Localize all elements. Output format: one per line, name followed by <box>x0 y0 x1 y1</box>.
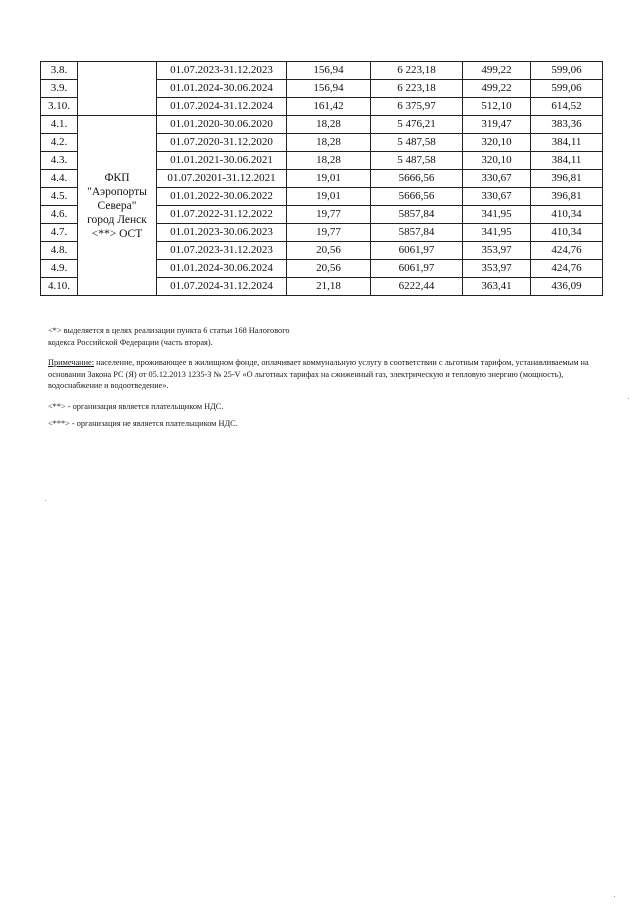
org-cell-empty <box>78 62 157 116</box>
scan-speck <box>614 896 615 897</box>
value-cell-2: 5 487,58 <box>371 134 463 152</box>
period-cell: 01.07.2023-31.12.2023 <box>157 62 287 80</box>
org-name-line: город Ленск <box>87 213 147 226</box>
value-cell-4: 436,09 <box>531 278 603 296</box>
row-number-cell: 4.8. <box>41 242 78 260</box>
org-name-line: <**> ОСТ <box>91 227 143 240</box>
row-number-cell: 4.6. <box>41 206 78 224</box>
row-number-cell: 4.5. <box>41 188 78 206</box>
value-cell-3: 353,97 <box>463 260 531 278</box>
value-cell-2: 5666,56 <box>371 170 463 188</box>
period-cell: 01.07.2023-31.12.2023 <box>157 242 287 260</box>
row-number-cell: 3.9. <box>41 80 78 98</box>
value-cell-1: 20,56 <box>287 242 371 260</box>
row-number-cell: 4.7. <box>41 224 78 242</box>
value-cell-4: 384,11 <box>531 134 603 152</box>
row-number-cell: 4.9. <box>41 260 78 278</box>
value-cell-1: 19,77 <box>287 224 371 242</box>
table-row <box>41 62 603 80</box>
period-cell: 01.01.2022-30.06.2022 <box>157 188 287 206</box>
period-cell: 01.01.2024-30.06.2024 <box>157 80 287 98</box>
value-cell-1: 18,28 <box>287 134 371 152</box>
value-cell-4: 410,34 <box>531 206 603 224</box>
value-cell-3: 363,41 <box>463 278 531 296</box>
value-cell-1: 20,56 <box>287 260 371 278</box>
period-cell: 01.01.2021-30.06.2021 <box>157 152 287 170</box>
period-cell: 01.07.2024-31.12.2024 <box>157 98 287 116</box>
value-cell-3: 499,22 <box>463 62 531 80</box>
value-cell-2: 5857,84 <box>371 224 463 242</box>
value-cell-2: 6 223,18 <box>371 62 463 80</box>
value-cell-1: 18,28 <box>287 116 371 134</box>
value-cell-4: 410,34 <box>531 224 603 242</box>
value-cell-4: 383,36 <box>531 116 603 134</box>
value-cell-3: 341,95 <box>463 206 531 224</box>
value-cell-2: 6 375,97 <box>371 98 463 116</box>
row-number-cell: 4.2. <box>41 134 78 152</box>
row-number-cell: 4.3. <box>41 152 78 170</box>
value-cell-1: 21,18 <box>287 278 371 296</box>
row-number-cell: 4.10. <box>41 278 78 296</box>
period-cell: 01.07.20201-31.12.2021 <box>157 170 287 188</box>
value-cell-4: 599,06 <box>531 62 603 80</box>
tariff-table-body <box>41 62 603 296</box>
value-cell-2: 5 487,58 <box>371 152 463 170</box>
footnote-vat-allocation-line2: кодекса Российской Федерации (часть вторая). <box>48 337 213 347</box>
value-cell-4: 599,06 <box>531 80 603 98</box>
table-row <box>41 116 603 134</box>
org-name-line: "Аэропорты <box>87 185 147 198</box>
value-cell-2: 5666,56 <box>371 188 463 206</box>
period-cell: 01.01.2020-30.06.2020 <box>157 116 287 134</box>
period-cell: 01.01.2024-30.06.2024 <box>157 260 287 278</box>
value-cell-2: 5 476,21 <box>371 116 463 134</box>
row-number-cell: 3.10. <box>41 98 78 116</box>
value-cell-3: 499,22 <box>463 80 531 98</box>
value-cell-3: 320,10 <box>463 134 531 152</box>
value-cell-2: 6222,44 <box>371 278 463 296</box>
footnote-vat-allocation-line1: <*> выделяется в целях реализации пункта 6 статьи 168 Налогового <box>48 326 290 335</box>
value-cell-3: 341,95 <box>463 224 531 242</box>
footnote-vat-payer: <**> - организация является плательщиком НДС. <box>48 401 224 411</box>
value-cell-1: 19,01 <box>287 188 371 206</box>
value-cell-3: 512,10 <box>463 98 531 116</box>
value-cell-3: 330,67 <box>463 188 531 206</box>
value-cell-1: 19,77 <box>287 206 371 224</box>
value-cell-2: 6061,97 <box>371 242 463 260</box>
value-cell-3: 319,47 <box>463 116 531 134</box>
footnote-vat-allocation <box>48 325 618 337</box>
notes-section <box>48 325 618 430</box>
scan-speck <box>45 500 46 501</box>
value-cell-4: 384,11 <box>531 152 603 170</box>
footnote-vat-allocation-cont <box>48 337 618 349</box>
value-cell-3: 353,97 <box>463 242 531 260</box>
value-cell-3: 330,67 <box>463 170 531 188</box>
footnote-not-vat-payer: <***> - организация не является плательщиком НДС. <box>48 419 238 428</box>
remark-heading: Примечание: <box>48 358 95 367</box>
value-cell-2: 6061,97 <box>371 260 463 278</box>
period-cell: 01.07.2020-31.12.2020 <box>157 134 287 152</box>
value-cell-2: 6 223,18 <box>371 80 463 98</box>
period-cell: 01.07.2022-31.12.2022 <box>157 206 287 224</box>
value-cell-3: 320,10 <box>463 152 531 170</box>
value-cell-4: 396,81 <box>531 188 603 206</box>
value-cell-1: 156,94 <box>287 62 371 80</box>
value-cell-4: 396,81 <box>531 170 603 188</box>
row-number-cell: 4.4. <box>41 170 78 188</box>
value-cell-4: 424,76 <box>531 242 603 260</box>
value-cell-1: 156,94 <box>287 80 371 98</box>
value-cell-4: 614,52 <box>531 98 603 116</box>
scan-speck <box>628 398 629 399</box>
value-cell-1: 19,01 <box>287 170 371 188</box>
org-name-line: ФКП <box>104 171 130 184</box>
org-name-line: Севера" <box>97 199 137 212</box>
remark-body: население, проживающее в жилищном фонде, оплачивает коммунальную услугу в соответствии с льготным тарифом, устанавливаемым на основании Закона РС (Я) от 05.12.2013 1235-З № 25-V «О льготных тарифах на сжиженный газ, электрическую и тепловую энергию (мощность), водоснабжение и водоотведение». <box>48 358 589 390</box>
remark <box>48 357 618 392</box>
value-cell-1: 18,28 <box>287 152 371 170</box>
value-cell-2: 5857,84 <box>371 206 463 224</box>
period-cell: 01.07.2024-31.12.2024 <box>157 278 287 296</box>
row-number-cell: 3.8. <box>41 62 78 80</box>
tariff-table <box>40 61 603 296</box>
org-cell <box>78 116 157 296</box>
period-cell: 01.01.2023-30.06.2023 <box>157 224 287 242</box>
value-cell-1: 161,42 <box>287 98 371 116</box>
value-cell-4: 424,76 <box>531 260 603 278</box>
row-number-cell: 4.1. <box>41 116 78 134</box>
